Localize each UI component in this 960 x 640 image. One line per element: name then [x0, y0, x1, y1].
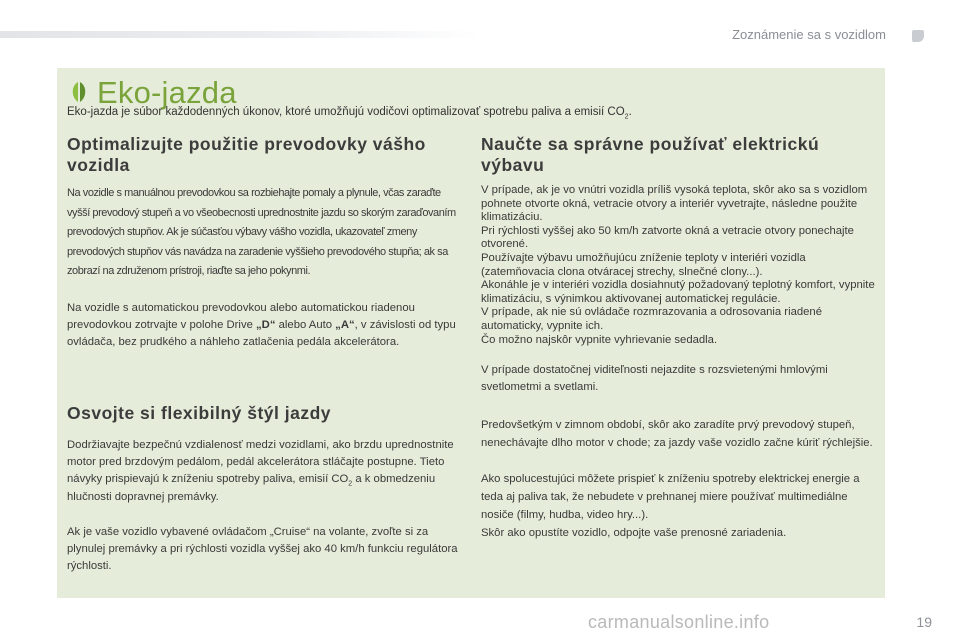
chapter-title: Zoznámenie sa s vozidlom: [732, 27, 886, 42]
passenger-tip-text: Ako spolucestujúci môžete prispieť k zníženiu spotreby elektrickej energie a teda aj paliva tak, že nebudete v prehnanej miere používať multimediálne nosiče (filmy, hudba, video hry...).: [481, 473, 860, 522]
eco-leaf-icon: [67, 80, 91, 104]
right-column: [481, 134, 876, 542]
section-heading-gearbox: Optimalizujte použitie prevodovky vášho vozidla: [67, 134, 426, 175]
safe-distance-text: Dodržiavajte bezpečnú vzdialenosť medzi vozidlami, ako brzdu uprednostnite motor pred brzdovým pedálom, pedál akcelerátora stláčajte postupne. Tieto návyky prispievajú k zníženiu spotreby paliva, emisií $CO_2$ a k obmedzeniu hlučnosti dopravnej premávky.: [67, 438, 454, 503]
winter-engine-text: Predovšetkým v zimnom období, skôr ako zaradíte prvý prevodový stupeň, nenechávajte dlho motor v chode; za jazdy vaše vozidlo začne kúriť rýchlejšie.: [481, 419, 873, 450]
cruise-control-text: Ak je vaše vozidlo vybavené ovládačom „Cruise“ na volante, zvoľte si za plynulej premávky a pri rýchlosti vozidla vyššej ako 40 km/h funkciu regulátora rýchlosti.: [67, 525, 458, 573]
automatic-gearbox-text: Na vozidle s automatickou prevodovkou alebo automatickou riadenou prevodovkou zotrvajte v polohe Drive „D“ alebo Auto „A“, v závislosti od typu ovládača, bez prudkého a náhleho zatlačenia pedála akcelerátora.: [67, 301, 456, 348]
manual-gearbox-text: Na vozidle s manuálnou prevodovkou sa rozbiehajte pomaly a plynule, včas zaraďte vyšší prevodový stupeň a vo všeobecnosti uprednostnite jazdu so skorým zaraďovaním prevodových stupňov. Ak je súčasťou výbavy vášho vozidla, ukazovateľ zmeny prevodových stupňov vás navádza na zaradenie vyššieho prevodového stupňa; ak sa zobrazí na združenom prístroji, riaďte sa jeho pokynmi.: [67, 187, 456, 278]
section-heading-electrical: Naučte sa správne používať elektrickú výbavu: [481, 134, 820, 175]
watermark: carmanualsonline.info: [588, 612, 770, 632]
tip-air-conditioning: Akonáhle je v interiéri vozidla dosiahnutý požadovaný teplotný komfort, vypnite klimatizáciu, s výnimkou aktivovanej automatickej regulácie.: [481, 279, 875, 305]
unplug-devices-text: Skôr ako opustíte vozidlo, odpojte vaše prenosné zariadenia.: [481, 527, 787, 540]
tip-seat-heating: Čo možno najskôr vypnite vyhrievanie sedadla.: [481, 333, 718, 346]
tip-demisting: V prípade, ak nie sú ovládače rozmrazovania a odrosovania riadené automaticky, vypnite ich.: [481, 306, 822, 332]
page-title: Eko-jazda: [97, 75, 237, 110]
section-heading-driving-style: Osvojte si flexibilný štýl jazdy: [67, 402, 332, 423]
intro-text: Eko-jazda je súbor každodenných úkonov, ktoré umožňujú vodičovi optimalizovať spotrebu paliva a emisií $CO_2$.: [67, 106, 632, 121]
header-rule: [0, 31, 480, 38]
tip-ventilation: V prípade, ak je vo vnútri vozidla príliš vysoká teplota, skôr ako sa s vozidlom pohnete otvorte okná, vetracie otvory a interiér vyvetrajte, následne použite klimatizáciu.: [481, 184, 868, 224]
electrical-tips: [481, 184, 876, 347]
page-number: 19: [916, 614, 932, 630]
fog-lights-text: V prípade dostatočnej viditeľnosti nejazdite s rozsvietenými hmlovými svetlometmi a svetlami.: [481, 364, 828, 394]
chapter-tab-icon: [912, 30, 924, 42]
tip-windows: Pri rýchlosti vyššej ako 50 km/h zatvorte okná a vetracie otvory ponechajte otvorené.: [481, 224, 854, 251]
left-column: [67, 134, 459, 575]
tip-sun-blinds: Používajte výbavu umožňujúcu zníženie teploty v interiéri vozidla (zatemňovacia clona otváracej strechy, slnečné clony...).: [481, 251, 806, 278]
